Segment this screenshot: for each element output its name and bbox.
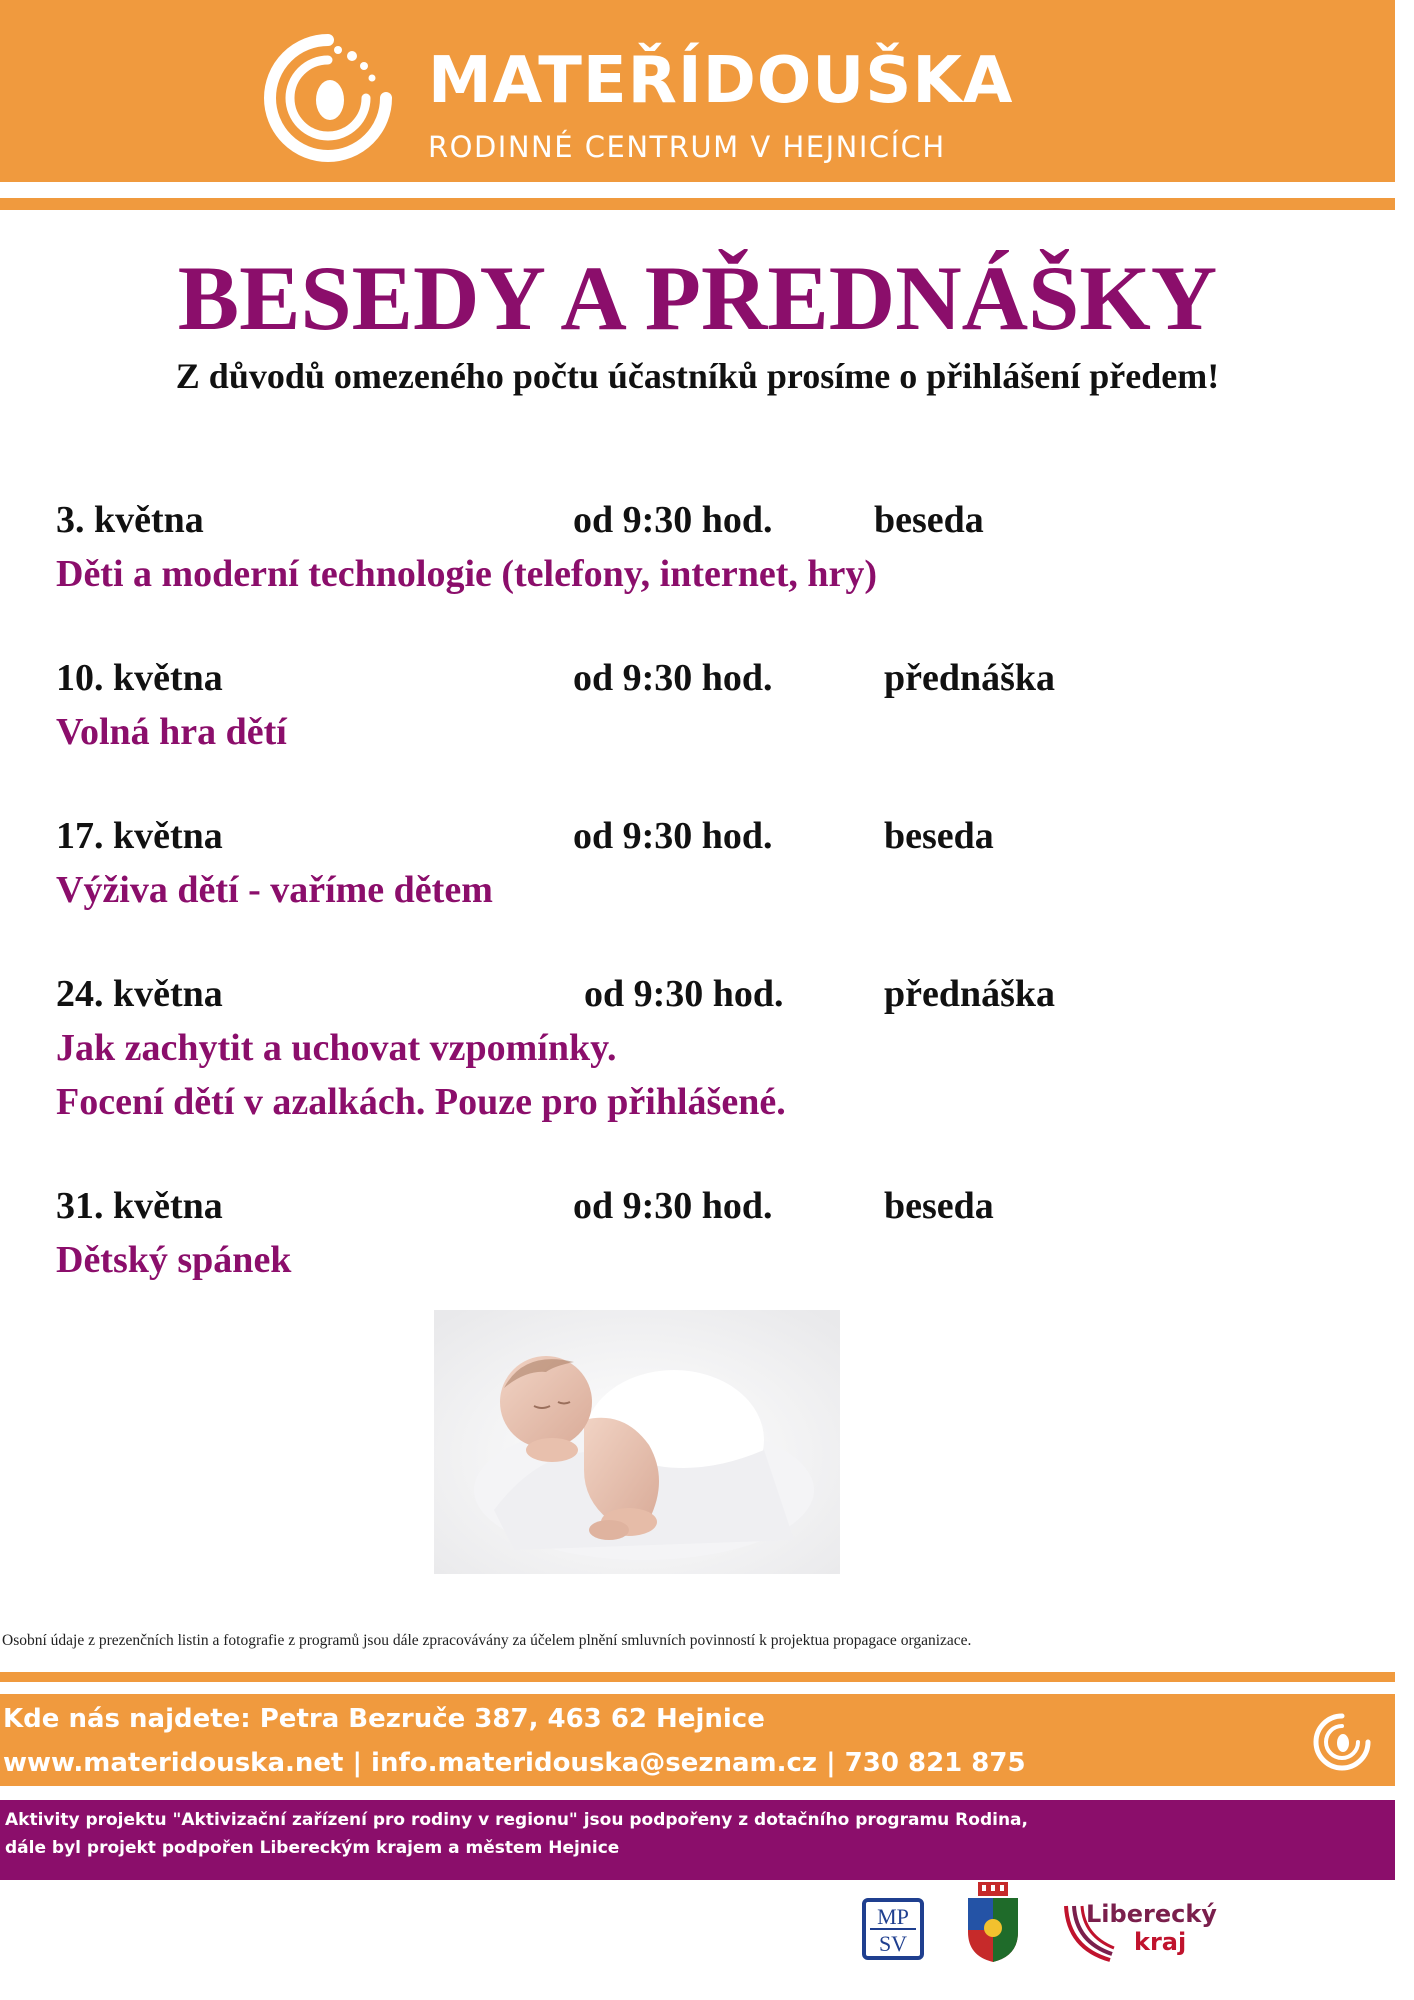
event-time: od 9:30 hod. [573,657,773,699]
event-topic-line2: Focení dětí v azalkách. Pouze pro přihlášené. [56,1081,786,1123]
mpsv-bottom-text: SV [878,1931,908,1956]
address-line: Kde nás najdete: Petra Bezruče 387, 463 62 Hejnice [3,1704,765,1734]
brand-name: MATEŘÍDOUŠKA [428,44,1014,118]
event-topic: Děti a moderní technologie (telefony, internet, hry) [56,553,878,595]
kraj-name-word2: kraj [1134,1928,1187,1956]
event-date: 3. května [56,499,204,541]
kraj-name-word1: Liberecký [1086,1900,1217,1928]
event-type: přednáška [884,657,1056,699]
registration-notice: Z důvodů omezeného počtu účastníků prosíme o přihlášení předem! [175,356,1220,396]
event-type: beseda [874,499,984,541]
event-time: od 9:30 hod. [584,973,784,1015]
page-title: BESEDY A PŘEDNÁŠKY [177,247,1218,349]
event-topic: Volná hra dětí [56,711,287,753]
contact-line[interactable]: www.materidouska.net | info.materidouska@seznam.cz | 730 821 875 [3,1748,1026,1778]
event-type: beseda [884,1185,994,1227]
event-topic: Dětský spánek [56,1239,292,1281]
event-date: 24. května [56,973,223,1015]
event-topic: Výživa dětí - vaříme dětem [56,869,493,911]
sleeping-baby-photo [434,1310,840,1574]
hejnice-crest-icon [964,1882,1022,1964]
spiral-logo-icon [1310,1710,1374,1774]
header-divider [0,198,1395,210]
event-time: od 9:30 hod. [573,499,773,541]
gdpr-note: Osobní údaje z prezenčních listin a fotografie z programů jsou dále zpracovávány za účelem plnění smluvních povinností k projektua propagace organizace. [2,1632,972,1649]
event-date: 10. května [56,657,223,699]
mpsv-top-text: MP [877,1904,909,1929]
spiral-footprint-icon [258,28,398,168]
event-time: od 9:30 hod. [573,815,773,857]
brand-subtitle: RODINNÉ CENTRUM V HEJNICÍCH [428,130,946,164]
mpsv-logo [862,1898,924,1960]
event-date: 31. května [56,1185,223,1227]
support-text-line1: Aktivity projektu "Aktivizační zařízení pro rodiny v regionu" jsou podpořeny z dotačního programu Rodina, [5,1810,1028,1830]
event-date: 17. května [56,815,223,857]
event-type: beseda [884,815,994,857]
event-time: od 9:30 hod. [573,1185,773,1227]
support-text-line2: dále byl projekt podpořen Libereckým krajem a městem Hejnice [5,1838,620,1858]
event-type: přednáška [884,973,1056,1015]
footer-divider [0,1672,1395,1682]
event-topic: Jak zachytit a uchovat vzpomínky. [56,1027,617,1069]
